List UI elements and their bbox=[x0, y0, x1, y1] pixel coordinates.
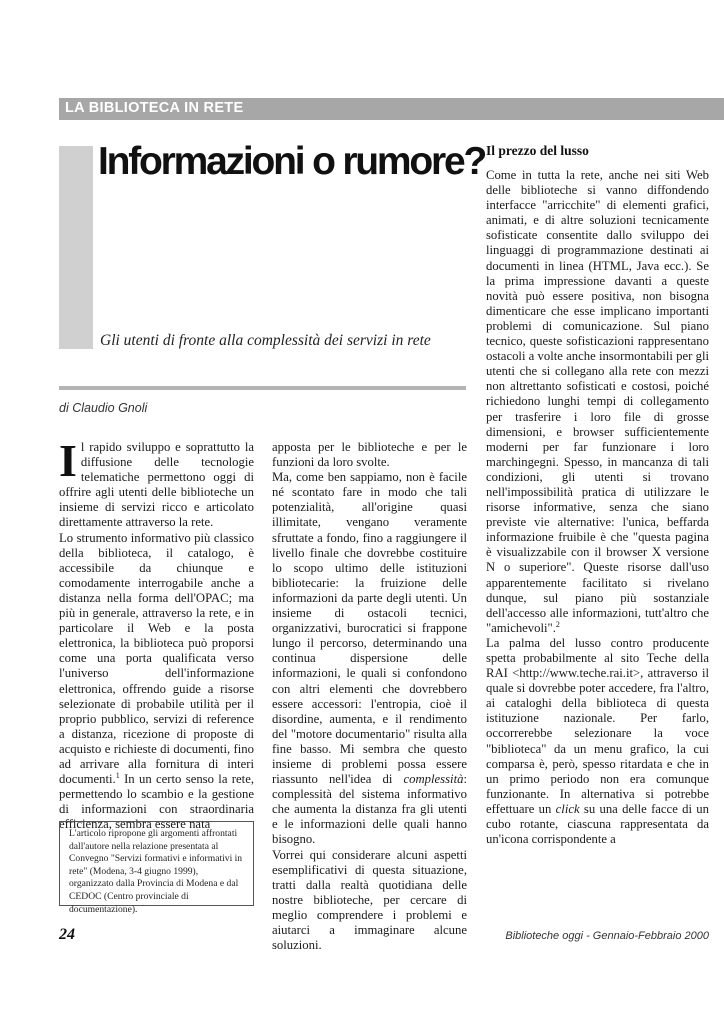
paragraph-text: La palma del lusso contro producente spetta probabilmente al sito Teche della RAI <http://www.teche.rai.it>, attraverso il quale si dovrebbe poter accedere, fra l'altro, ai cataloghi della biblioteca di questa istituzione nazionale. Per farlo, occorrerebbe selezionare la voce "biblioteca" da un menu grafico, la cui comparsa è, però, spesso ritardata e che in un primo periodo non era comunque funzionante. In alternativa si potrebbe effettuare un bbox=[486, 635, 709, 816]
journal-info: Biblioteche oggi - Gennaio-Febbraio 2000 bbox=[505, 930, 709, 942]
paragraph-text: Lo strumento informativo più classico della biblioteca, il catalogo, è accessibile da chiunque e comodamente interrogabile anche a distanza nella forma dell'OPAC; ma più in generale, attraverso la rete, e in particolare il Web e la posta elettronica, la biblioteca può proporsi come una porta qualificata verso l'universo dell'informazione elettronica, offrendo guide a risorse selezionate di probabile utilità per il proprio pubblico, servizi di reference a distanza, ricezione di proposte di acquisto e richieste di documenti, fino ad arrivare alla fornitura di interi documenti. bbox=[59, 530, 254, 787]
title-divider bbox=[59, 386, 466, 390]
emphasis-text: complessità bbox=[403, 772, 464, 787]
paragraph: apposta per le biblioteche e per le funzioni da loro svolte. bbox=[272, 440, 467, 470]
section-heading: Il prezzo del lusso bbox=[486, 143, 589, 158]
section-label: LA BIBLIOTECA IN RETE bbox=[65, 100, 244, 116]
paragraph bbox=[59, 531, 254, 833]
decorative-gray-block bbox=[59, 146, 93, 349]
text-column-3 bbox=[486, 168, 709, 847]
article-subtitle: Gli utenti di fronte alla complessità dei servizi in rete bbox=[100, 332, 431, 349]
section-header-band bbox=[59, 98, 724, 120]
footnote-marker: 2 bbox=[555, 619, 560, 629]
paragraph-text: l rapido sviluppo e soprattutto la diffusione delle tecnologie telematiche permettono oggi di offrire agli utenti delle biblioteche un insieme di servizi ricco e articolato direttamente attraverso la rete. bbox=[59, 440, 254, 530]
article-byline: di Claudio Gnoli bbox=[59, 401, 148, 415]
page-number: 24 bbox=[59, 926, 75, 943]
text-column-1 bbox=[59, 435, 254, 832]
paragraph-text: su una delle facce di un cubo rotante, ciascuna rappresentata da un'icona corrispondente a bbox=[486, 801, 709, 847]
note-box bbox=[59, 821, 254, 915]
note-text: L'articolo ripropone gli argomenti affrontati dall'autore nella relazione presentata al Convegno "Servizi formativi e informativi in rete" (Modena, 3-4 giugno 1999), organizzato dalla Provincia di Modena e dal CEDOC (Centro provinciale di documentazione). bbox=[69, 828, 243, 915]
drop-cap: I bbox=[59, 435, 77, 486]
text-column-2 bbox=[272, 440, 467, 953]
article-title: Informazioni o rumore? bbox=[98, 140, 486, 183]
paragraph-text: In un certo senso la rete, permettendo lo scambio e la gestione di informazioni con straordinaria efficienza, sembra essere nata bbox=[59, 772, 254, 832]
paragraph: Vorrei qui considerare alcuni aspetti esemplificativi di questa situazione, tratti dalla realtà quotidiana delle nostre biblioteche, per cercare di meglio comprendere i problemi e aiutarci a immaginare alcune soluzioni. bbox=[272, 847, 467, 953]
footnote-marker: 1 bbox=[115, 770, 120, 780]
paragraph bbox=[486, 636, 709, 847]
paragraph bbox=[59, 435, 254, 531]
paragraph-text: Ma, come ben sappiamo, non è facile né scontato fare in modo che tali potenzialità, all'origine quasi illimitate, vengano veramente sfruttate a fondo, fino a raggiungere il livello finale che dovrebbe costituire lo scopo ultimo delle istituzioni bibliotecarie: la fruizione delle informazioni da parte degli utenti. Un insieme di ostacoli tecnici, organizzativi, burocratici si frappone lungo il percorso, determinando una continua dispersione delle informazioni, le quali si confondono con altri elementi che dovrebbero essere accessori: l'entropia, cioè il disordine, aumenta, e il rendimento del "motore documentario" risulta alla fine basso. Mi sembra che questo insieme di problemi possa essere riassunto nell'idea di bbox=[272, 470, 467, 787]
paragraph bbox=[486, 168, 709, 636]
paragraph-text: : complessità del sistema informativo che aumenta la distanza fra gli utenti e le informazioni delle quali hanno bisogno. bbox=[272, 772, 467, 847]
emphasis-text: click bbox=[555, 801, 580, 816]
paragraph bbox=[272, 470, 467, 847]
paragraph-text: Come in tutta la rete, anche nei siti Web delle biblioteche si vanno diffondendo interfacce "arricchite" di elementi grafici, animati, e di altre soluzioni tecnicamente sofisticate consentite dallo sviluppo dei linguaggi di programmazione destinati ai documenti in linea (HTML, Java ecc.). Se la prima impressione davanti a queste novità può essere positiva, non bisogna dimenticare che esse implicano importanti problemi di comunicazione. Sul piano tecnico, queste sofisticazioni rappresentano ostacoli a volte anche insormontabili per gli utenti che si collegano alla rete con mezzi non altrettanto sofisticati e costosi, poiché richiedono lunghi tempi di collegamento per trasferire i loro file di grosse dimensioni, e browser sufficientemente moderni per far funzionare i loro marchingegni. Spesso, in mancanza di tali condizioni, gli utenti si trovano nell'impossibilità pratica di utilizzare le risorse informative, senza che siano previste vie alternative: l'unica, beffarda informazione fruibile è che "questa pagina è visualizzabile con il browser X versione N o superiore". Queste risorse dall'uso apparentemente facilitato si rivelano dunque, sul piano più sostanziale dell'accesso alle informazioni, tutt'altro che "amichevoli". bbox=[486, 168, 709, 635]
